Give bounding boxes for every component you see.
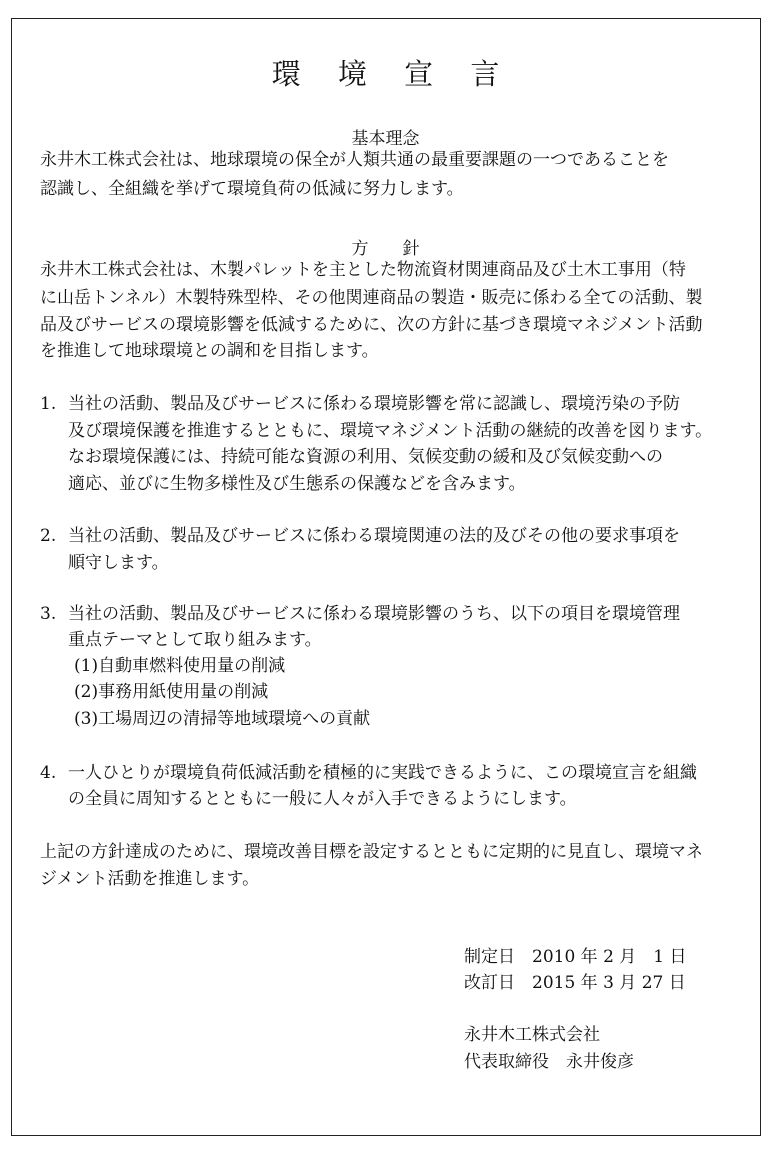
item-line: 当社の活動、製品及びサービスに係わる環境関連の法的及びその他の要求事項を: [68, 526, 680, 546]
item-line: 及び環境保護を推進するとともに、環境マネジメント活動の継続的改善を図ります。: [68, 421, 713, 441]
basic-philosophy-line: 永井木工株式会社は、地球環境の保全が人類共通の最重要課題の一つであることを: [40, 150, 669, 170]
item-number: 2.: [40, 526, 57, 546]
item-line: 重点テーマとして取り組みます。: [68, 630, 322, 650]
policy-line: に山岳トンネル）木製特殊型枠、その他関連商品の製造・販売に係わる全ての活動、製: [40, 288, 703, 308]
item-line: なお環境保護には、持続可能な資源の利用、気候変動の緩和及び気候変動への: [68, 447, 663, 467]
document-title: 環 境 宣 言: [271, 57, 514, 91]
basic-philosophy-line: 認識し、全組織を挙げて環境負荷の低減に努力します。: [40, 179, 464, 199]
item-line: 当社の活動、製品及びサービスに係わる環境影響のうち、以下の項目を環境管理: [68, 604, 680, 624]
item-number: 1.: [40, 394, 57, 414]
policy-line: を推進して地球環境との調和を目指します。: [40, 341, 379, 361]
policy-line: 品及びサービスの環境影響を低減するために、次の方針に基づき環境マネジメント活動: [40, 315, 703, 335]
closing-line: 上記の方針達成のために、環境改善目標を設定するとともに定期的に見直し、環境マネ: [40, 842, 703, 862]
item-line: 当社の活動、製品及びサービスに係わる環境影響を常に認識し、環境汚染の予防: [68, 394, 680, 414]
closing-line: ジメント活動を推進します。: [40, 869, 260, 889]
item-line: 一人ひとりが環境負荷低減活動を積極的に実践できるように、この環境宣言を組織: [68, 763, 697, 783]
item-line: の全員に周知するとともに一般に人々が入手できるようにします。: [68, 789, 577, 809]
policy-line: 永井木工株式会社は、木製パレットを主とした物流資材関連商品及び土木工事用（特: [40, 260, 686, 280]
enacted-date: 制定日 2010 年 2 月 1 日: [464, 947, 687, 967]
representative-name: 代表取締役 永井俊彦: [464, 1052, 634, 1072]
company-name: 永井木工株式会社: [464, 1025, 600, 1045]
revised-date: 改訂日 2015 年 3 月 27 日: [464, 973, 686, 993]
sub-item: (1)自動車燃料使用量の削減: [74, 656, 286, 676]
policy-heading: 方 針: [351, 239, 420, 259]
sub-item: (2)事務用紙使用量の削減: [74, 682, 269, 702]
sub-item: (3)工場周辺の清掃等地域環境への貢献: [74, 709, 371, 729]
item-number: 3.: [40, 604, 57, 624]
item-line: 順守します。: [68, 553, 169, 573]
item-line: 適応、並びに生物多様性及び生態系の保護などを含みます。: [68, 474, 526, 494]
item-number: 4.: [40, 763, 57, 783]
basic-philosophy-heading: 基本理念: [351, 129, 420, 149]
